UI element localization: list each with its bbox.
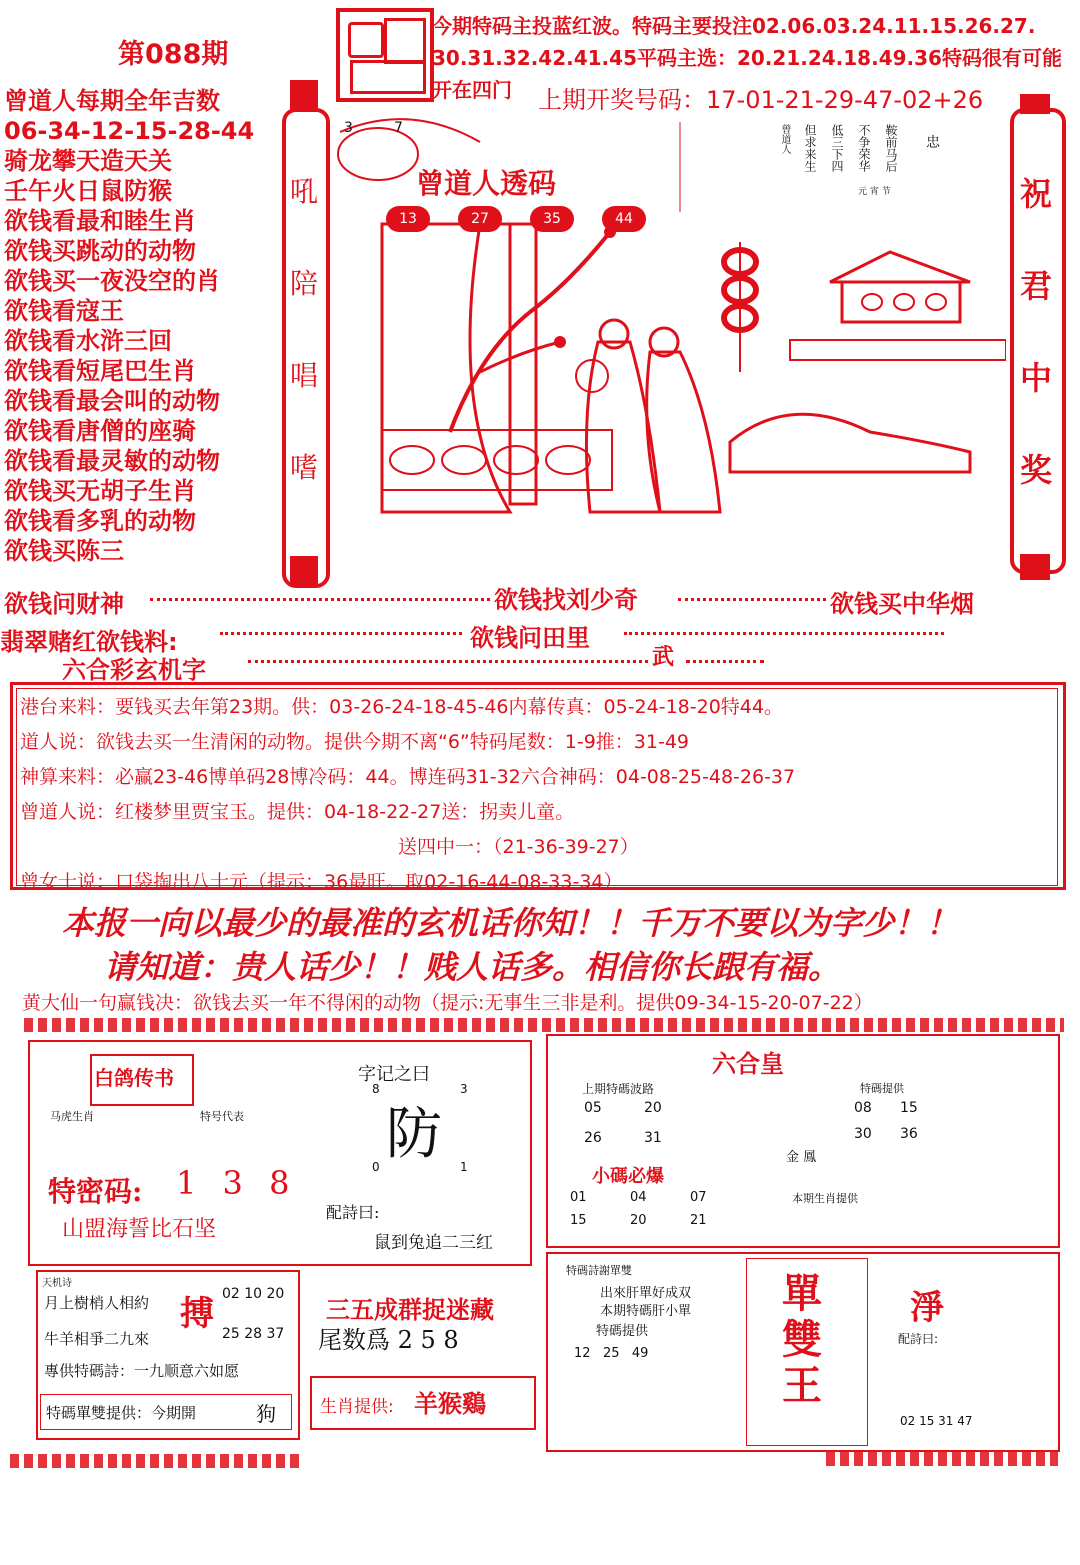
- caishen-a: 欲钱问财神: [4, 590, 124, 618]
- panel-r2-l3: 本期特碼肝小單: [600, 1304, 692, 1319]
- right-pill-chars: [1014, 148, 1058, 516]
- poem-column: 但求来生: [803, 124, 817, 172]
- tema-poem: 山盟海誓比石坚: [62, 1217, 217, 1242]
- caishen-b: 欲钱找刘少奇: [494, 586, 638, 614]
- mid-poem: 鼠到兔追二三红: [374, 1233, 493, 1253]
- panel-r2-dan: 單: [782, 1270, 822, 1317]
- stamp-row-bottom-l: [10, 1454, 300, 1468]
- r1-num: 30: [854, 1126, 872, 1142]
- left-line: 壬午火日鼠防猴: [4, 177, 172, 205]
- r1-small-num: 07: [690, 1190, 707, 1205]
- panel-bl-bo: 搏: [180, 1294, 214, 1334]
- painting-num-7: 7: [394, 120, 403, 136]
- r1-small-num: 20: [630, 1213, 647, 1228]
- caishen-c: 欲钱买中华烟: [830, 590, 974, 618]
- panel-bl-l3: 專供特碼詩：一九顺意六如愿: [44, 1362, 240, 1380]
- left-line: 欲钱看最会叫的动物: [4, 387, 220, 415]
- info-line-center: 送四中一：（21-36-39-27）: [398, 836, 639, 858]
- info-line: 曾道人说：红楼梦里贾宝玉。提供：04-18-22-27送：拐卖儿童。: [20, 801, 575, 823]
- panel-r2-l2: 出來肝單好成双: [600, 1286, 692, 1301]
- dotted-line: [624, 632, 944, 635]
- left-line: 欲钱看水浒三回: [4, 327, 172, 355]
- right-pill-cap-top: [1020, 94, 1050, 114]
- info-line: 神算来料：必赢23-46博单码28博冷码：44。博连码31-32六合神码：04-08-25-48-26-37: [20, 766, 796, 788]
- painting-ball: 44: [602, 206, 646, 232]
- info-line: 道人说：欲钱去买一生清闲的动物。提供今期不离“6”特码尾数：1-9推：31-49: [20, 731, 690, 753]
- panel-left-small-l: 马虎生肖: [50, 1110, 94, 1123]
- poem-column: 鞍前马后: [884, 124, 898, 172]
- stamp-row-bottom-r: [826, 1452, 1058, 1466]
- xuanji-b: 武: [652, 645, 675, 670]
- left-column: [4, 86, 284, 566]
- panel-r1-nums-b: [854, 1100, 944, 1142]
- panel-r2-poem: 配詩曰:: [898, 1332, 939, 1346]
- panel-bl-l4: 特碼單雙提供：今期開: [46, 1404, 197, 1422]
- r1-num: 31: [644, 1130, 662, 1146]
- painting-ball: 27: [458, 206, 502, 232]
- panel-bl-nums1: 02 10 20: [222, 1286, 285, 1302]
- painting: [330, 112, 1006, 534]
- r1-num: 20: [644, 1100, 662, 1116]
- right-pill-char: 奖: [1019, 451, 1052, 489]
- r1-num: 36: [900, 1126, 918, 1142]
- feicui-b: 欲钱问田里: [470, 624, 590, 652]
- dotted-line: [150, 598, 490, 601]
- right-pill-char: 中: [1019, 359, 1052, 397]
- r1-small-num: 15: [570, 1213, 587, 1228]
- panel-bl-nums2: 25 28 37: [222, 1326, 285, 1342]
- r1-num: 15: [900, 1100, 918, 1116]
- left-line: 欲钱看短尾巴生肖: [4, 357, 196, 385]
- panel-left-title: 白鸽传书: [94, 1066, 174, 1090]
- panel-r2-shuang: 雙: [782, 1316, 822, 1363]
- panel-r2-l1: 特碼詩謝單雙: [566, 1264, 632, 1277]
- left-pill-char: 嗜: [289, 451, 318, 484]
- huang-da-xian: 黄大仙一句赢钱决：欲钱去买一年不得闲的动物（提示:无事生三非是利。提供09-34-15-20-07-22）: [22, 992, 873, 1014]
- panel-r2-bottom: 02 15 31 47: [900, 1414, 973, 1428]
- dotted-line: [686, 660, 764, 663]
- panel-left-small-r: 特号代表: [200, 1110, 244, 1123]
- left-line: 欲钱买跳动的动物: [4, 237, 196, 265]
- painting-ball: 35: [530, 206, 574, 232]
- r1-small-num: 21: [690, 1213, 707, 1228]
- dotted-line: [248, 660, 648, 663]
- left-line: 欲钱看唐僧的座骑: [4, 417, 196, 445]
- panel-bl-l1: 月上樹梢人相約: [44, 1294, 150, 1312]
- mid-title: 字记之曰: [358, 1064, 430, 1085]
- left-line: 06-34-12-15-28-44: [4, 117, 255, 145]
- panel-r1-right-label: 本期生肖提供: [792, 1192, 858, 1205]
- dotted-line: [678, 598, 826, 601]
- logo: [336, 8, 434, 102]
- notice-line-2: 30.31.32.42.41.45平码主选：20.21.24.18.49.36特码很有可能: [432, 46, 1062, 70]
- left-pill-cap-top: [290, 80, 318, 110]
- mid-char: 防: [386, 1102, 442, 1167]
- xuanji-a: 六合彩玄机字: [62, 656, 206, 684]
- panel-bm-l3b: 羊猴鷄: [414, 1389, 486, 1418]
- panel-bm-l2: 尾数爲 2 5 8: [318, 1326, 459, 1354]
- left-pill-char: 唱: [289, 359, 318, 392]
- painting-zhong: 忠: [926, 135, 940, 151]
- painting-ball: 13: [386, 206, 430, 232]
- r1-small-num: 04: [630, 1190, 647, 1205]
- panel-r1-nums-a: [584, 1100, 704, 1146]
- left-line: 曾道人每期全年吉数: [4, 87, 220, 115]
- r1-small-num: 01: [570, 1190, 587, 1205]
- left-line: 欲钱看寇王: [4, 297, 124, 325]
- info-line: 港台来料：要钱买去年第23期。供：03-26-24-18-45-46内幕传真：05-24-18-20特44。: [20, 696, 783, 718]
- left-line: 欲钱买一夜没空的肖: [4, 267, 220, 295]
- panel-r2-l4: 特碼提供: [596, 1324, 649, 1339]
- info-line: 曾女士说：口袋掏出八十元（提示：36最旺。取02-16-44-08-33-34）: [20, 871, 623, 893]
- panel-r1-small-label: 小碼必爆: [592, 1166, 664, 1187]
- issue-number: 第088期: [118, 39, 229, 70]
- painting-gate-text: 元 宵 节: [858, 187, 891, 197]
- panel-r2-nums: 12 25 49: [574, 1346, 649, 1361]
- r1-num: 26: [584, 1130, 602, 1146]
- panel-r1-gold: 金 鳳: [786, 1150, 817, 1165]
- panel-bl-top: 天机诗: [42, 1278, 72, 1289]
- mid-n4: 1: [460, 1160, 468, 1174]
- left-line: 骑龙攀天造天关: [4, 147, 172, 175]
- panel-bm-l1: 三五成群捉迷藏: [326, 1296, 494, 1324]
- panel-bl-l2: 牛羊相爭二九來: [44, 1330, 150, 1348]
- last-draw: 上期开奖号码：17-01-21-29-47-02+26: [538, 86, 984, 114]
- r1-num: 05: [584, 1100, 602, 1116]
- poem-column: 低三下四: [830, 124, 844, 172]
- notice-line-3: 开在四门: [432, 78, 512, 102]
- left-pill-char: 吼: [289, 175, 318, 208]
- panel-r1-wave-label: 上期特碼波路: [582, 1082, 655, 1096]
- left-line: 欲钱看多乳的动物: [4, 507, 196, 535]
- r1-num: 08: [854, 1100, 872, 1116]
- left-pill-chars: [284, 146, 324, 514]
- feicui-a: 翡翠赌红欲钱料:: [0, 628, 178, 656]
- dotted-line: [220, 632, 462, 635]
- tema-nums: 1 3 8: [176, 1164, 298, 1202]
- left-line: 欲钱看最灵敏的动物: [4, 447, 220, 475]
- mid-n3: 0: [372, 1160, 380, 1174]
- panel-bl-l4b: 狗: [256, 1402, 276, 1426]
- panel-r1-tema-label: 特碼提供: [860, 1082, 904, 1095]
- panel-r2-char: 淨: [910, 1288, 944, 1328]
- left-line: 欲钱看最和睦生肖: [4, 207, 196, 235]
- painting-num-3: 3: [344, 120, 353, 136]
- right-pill-char: 祝: [1019, 175, 1052, 213]
- left-line: 欲钱买陈三: [4, 537, 124, 565]
- mid-n1: 8: [372, 1082, 380, 1096]
- right-pill-char: 君: [1019, 267, 1052, 305]
- mid-n2: 3: [460, 1082, 468, 1096]
- tema-label: 特密码:: [48, 1175, 143, 1208]
- left-pill-cap-bottom: [290, 556, 318, 584]
- info-lines: [20, 690, 1060, 900]
- notice-line-1: 今期特码主投蓝红波。特码主要投注02.06.03.24.11.15.26.27.: [432, 14, 1036, 38]
- panel-r1-title: 六合皇: [712, 1049, 784, 1078]
- left-line: 欲钱买无胡子生肖: [4, 477, 196, 505]
- poem-column: 曾道人: [779, 124, 790, 154]
- panel-bm-l3: 生肖提供:: [320, 1397, 394, 1417]
- panel-r2-wang: 王: [782, 1362, 822, 1409]
- slogan-2: 请知道：贵人话少！！贱人话多。相信你长跟有福。: [104, 948, 841, 986]
- painting-poem: [690, 124, 900, 214]
- mid-poem-label: 配詩曰:: [326, 1203, 380, 1222]
- slogan-1: 本报一向以最少的最准的玄机话你知！！千万不要以为字少！！: [62, 904, 959, 942]
- poem-column: 不争荣华: [857, 124, 871, 172]
- left-pill-char: 陪: [289, 267, 318, 300]
- painting-title: 曾道人透码: [416, 167, 557, 200]
- stamp-row: [24, 1018, 1064, 1032]
- right-pill-cap-bottom: [1020, 554, 1050, 580]
- panel-r1-small-nums: [570, 1190, 760, 1228]
